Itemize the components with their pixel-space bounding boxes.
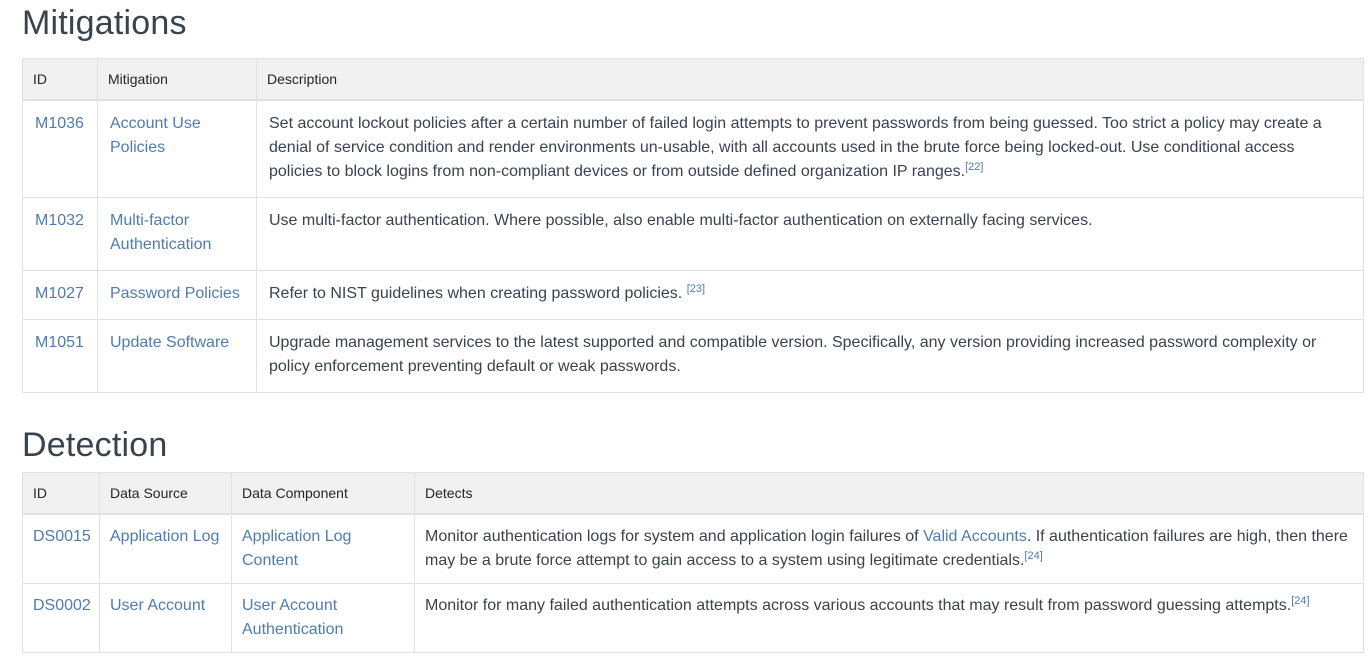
column-header-data-source: Data Source bbox=[100, 473, 232, 515]
column-header-detects: Detects bbox=[415, 473, 1364, 515]
detection-heading: Detection bbox=[22, 426, 168, 464]
table-row bbox=[23, 514, 1364, 584]
valid-accounts-link[interactable]: Valid Accounts bbox=[923, 528, 1027, 545]
table-row bbox=[23, 100, 1364, 197]
reference-link[interactable]: [24] bbox=[1024, 550, 1043, 562]
data-source-id-link[interactable]: DS0002 bbox=[33, 597, 91, 614]
mitigation-id-link[interactable]: M1051 bbox=[35, 333, 84, 351]
mitigation-description: Set account lockout policies after a certain number of failed login attempts to prevent passwords from being guessed. Too strict a policy may create a denial of service condition and render environments un-usable, with all accounts used in the brute force being locked-out. Use conditional access policies to block logins from non-compliant devices or from outside defined organization IP ranges.[22] bbox=[257, 100, 1364, 197]
column-header-id: ID bbox=[23, 59, 98, 101]
column-header-data-component: Data Component bbox=[232, 473, 415, 515]
table-row bbox=[23, 197, 1364, 270]
data-source-link[interactable]: Application Log bbox=[110, 528, 220, 545]
table-row bbox=[23, 584, 1364, 653]
mitigation-description: Use multi-factor authentication. Where possible, also enable multi-factor authentication on externally facing services. bbox=[257, 197, 1364, 270]
mitigation-id-link[interactable]: M1032 bbox=[35, 211, 84, 229]
mitigation-description: Refer to NIST guidelines when creating password policies. [23] bbox=[257, 270, 1364, 319]
mitigation-name-link[interactable]: Multi-factor Authentication bbox=[110, 211, 212, 253]
table-row bbox=[23, 270, 1364, 319]
column-header-id: ID bbox=[23, 473, 100, 515]
mitigation-name-link[interactable]: Update Software bbox=[110, 333, 230, 351]
data-component-link[interactable]: User Account Authentication bbox=[242, 597, 344, 638]
mitigations-table bbox=[22, 58, 1364, 393]
table-header-row bbox=[23, 59, 1364, 101]
reference-link[interactable]: [23] bbox=[686, 282, 706, 295]
detects-description: Monitor for many failed authentication attempts across various accounts that may result from password guessing attempts.[24] bbox=[415, 584, 1364, 653]
mitigation-name-link[interactable]: Account Use Policies bbox=[110, 115, 201, 156]
column-header-mitigation: Mitigation bbox=[98, 59, 257, 101]
mitigations-heading: Mitigations bbox=[22, 4, 187, 42]
table-header-row bbox=[23, 473, 1364, 515]
mitigation-id-link[interactable]: M1036 bbox=[35, 115, 84, 132]
data-source-id-link[interactable]: DS0015 bbox=[33, 528, 91, 545]
mitigation-name-link[interactable]: Password Policies bbox=[110, 284, 240, 302]
data-source-link[interactable]: User Account bbox=[110, 597, 206, 614]
detects-description: Monitor authentication logs for system and application login failures of Valid Accounts. If authentication failures are high, then there may be a brute force attempt to gain access to a system using legitimate credentials.[24] bbox=[415, 514, 1364, 584]
column-header-description: Description bbox=[257, 59, 1364, 101]
mitigation-description: Upgrade management services to the latest supported and compatible version. Specifically, any version providing increased password complexity or policy enforcement preventing default or weak passwords. bbox=[257, 319, 1364, 392]
reference-link[interactable]: [22] bbox=[965, 161, 984, 173]
data-component-link[interactable]: Application Log Content bbox=[242, 528, 352, 569]
mitigation-id-link[interactable]: M1027 bbox=[35, 284, 84, 302]
table-row bbox=[23, 319, 1364, 392]
detection-table bbox=[22, 472, 1364, 653]
reference-link[interactable]: [24] bbox=[1291, 595, 1310, 607]
